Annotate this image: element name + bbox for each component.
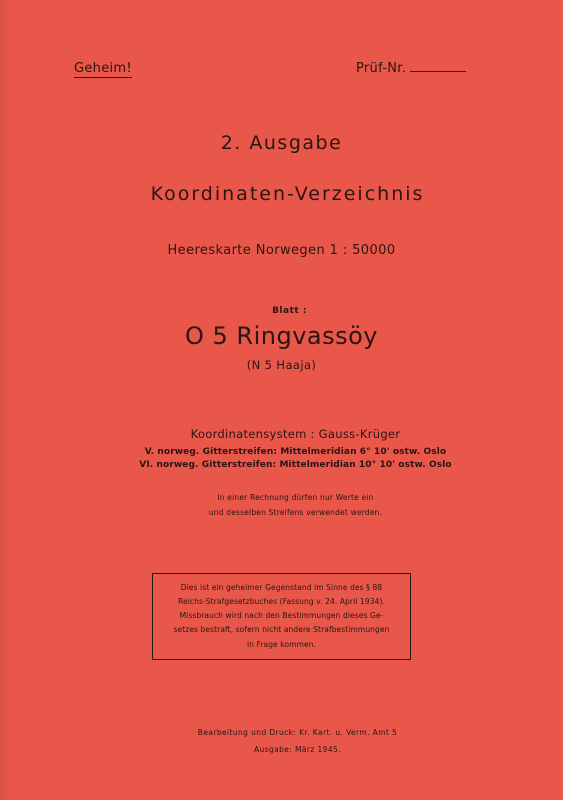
publisher-line: Bearbeitung und Druck: Kr. Kart. u. Verm. Amt 5 [197, 728, 398, 737]
usage-note-line: In einer Rechnung dürfen nur Werte ein [217, 493, 374, 502]
map-series-subtitle: Heereskarte Norwegen 1 : 50000 [167, 243, 396, 258]
usage-note-line: und desselben Streifens verwendet werden. [208, 508, 383, 517]
check-number-blank-line [410, 71, 466, 72]
edition-date-line: Ausgabe: März 1945. [254, 745, 341, 754]
classification-mark: Geheim! [74, 61, 132, 76]
sheet-label: Blatt : [272, 306, 307, 316]
warning-line: setzes bestraft, sofern nicht andere Strafbestimmungen [173, 625, 390, 634]
document-title: Koordinaten-Verzeichnis [150, 183, 425, 205]
sheet-alternate-name: (N 5 Haaja) [246, 358, 317, 372]
sheet-name: O 5 Ringvassöy [184, 322, 378, 350]
warning-line: Dies ist ein geheimer Gegenstand im Sinne des § 88 [180, 583, 383, 592]
edition-heading: 2. Ausgabe [220, 132, 343, 154]
warning-line: Reichs-Strafgesetzbuches (Fassung v. 24. April 1934). [178, 597, 385, 606]
check-number-label: Prüf-Nr. [356, 61, 407, 76]
grid-strip-line: V. norweg. Gitterstreifen: Mittelmeridian 6° 10' ostw. Oslo [144, 447, 447, 457]
warning-line: Missbrauch wird nach den Bestimmungen dieses Ge- [179, 611, 384, 620]
coordinate-system: Koordinatensystem : Gauss-Krüger [190, 427, 401, 441]
check-number-field [356, 61, 466, 76]
grid-strip-line: VI. norweg. Gitterstreifen: Mittelmeridian 10° 10' ostw. Oslo [139, 460, 452, 470]
warning-line: in Frage kommen. [246, 640, 317, 649]
